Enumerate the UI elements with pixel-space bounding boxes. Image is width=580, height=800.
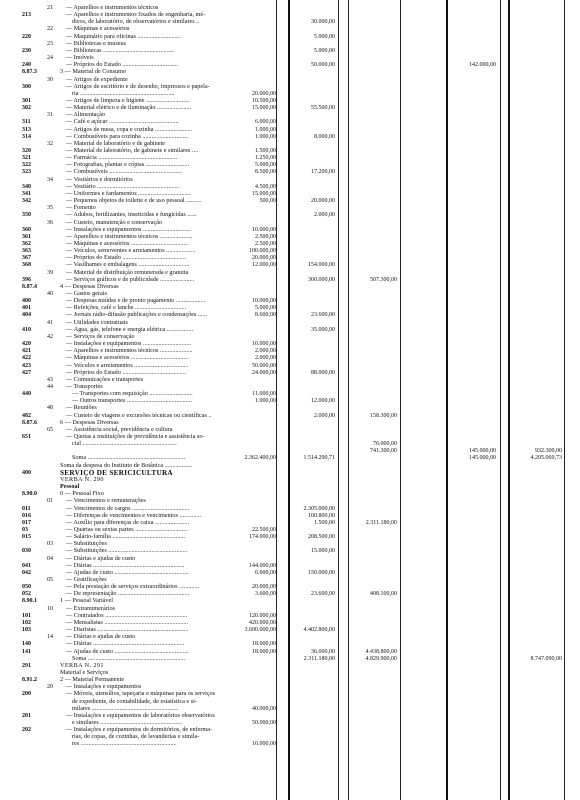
row-code: 651 [22, 434, 31, 440]
amount-col-2: 1.500,00 [314, 519, 335, 526]
row-number: 05 [47, 577, 53, 583]
row-description: — Jornais rádio-difusão publicações e condensações ...... [66, 311, 208, 319]
row-number: 24 [47, 55, 53, 62]
row-description: — Artigos de expediente [66, 75, 128, 83]
amount-col-4: 142.000,00 [469, 62, 496, 69]
row-code: 313 [22, 126, 31, 133]
amount-col-1: 15.000,00 [252, 105, 276, 112]
row-code: 401 [22, 305, 31, 312]
row-code: 015 [22, 534, 31, 541]
row-description: — Vestiário ..................................................... [66, 182, 180, 190]
amount-col-1: 3.600,00 [255, 591, 276, 598]
row-number: 21 [47, 5, 53, 11]
row-description: — Instalações e equipamentos ............................... [66, 225, 191, 233]
row-code: 341 [22, 190, 31, 197]
row-code: 041 [22, 562, 31, 569]
amount-col-2: 2.000,00 [314, 412, 335, 419]
row-code: 042 [22, 569, 31, 576]
row-description: — Diárias ........................................................... [66, 640, 185, 648]
row-description: — Assistência social, previdência e cultura [66, 425, 173, 433]
row-description: VERBA N. 290 [60, 475, 104, 483]
amount-col-2: 2.311.180,00 [303, 655, 335, 662]
row-number: 35 [47, 205, 53, 212]
row-code: 8.87.3 [22, 69, 37, 76]
amount-col-4: 145.000,00 [469, 455, 496, 462]
amount-col-1: 100.000,00 [249, 248, 276, 255]
row-code: 404 [22, 312, 31, 319]
row-description: — Imóveis [66, 54, 94, 62]
row-description: — Uniformes e fardamentos .................................. [66, 189, 191, 197]
row-description: ria ............................................................. [72, 89, 175, 97]
amount-col-1: 10.500,00 [252, 97, 276, 104]
row-description: — Serviços de conservação [66, 332, 135, 340]
row-code: 423 [22, 362, 31, 369]
row-code: 200 [22, 691, 31, 698]
row-description: — Instalações e equipamentos [66, 683, 142, 691]
amount-col-1: 22.500,00 [252, 526, 276, 533]
row-number: 36 [47, 219, 53, 226]
amount-col-1: 1.000,00 [255, 398, 276, 405]
row-description: — Adubos, fertilizantes, inseticidas e fungicidas ...... [66, 211, 197, 219]
row-description: SERVIÇO DE SERICICULTURA [60, 468, 173, 477]
row-description: rias, de copas, de cozinhas, de lavanderias e simila- [72, 733, 200, 741]
row-description: Soma ............................................................... [72, 654, 186, 662]
row-code: 030 [22, 548, 31, 555]
amount-col-1: 1.500,00 [255, 148, 276, 154]
row-description: — Água, gás, telefone e energia elétrica ................. [66, 325, 194, 333]
row-code: 300 [22, 83, 31, 90]
row-code: 362 [22, 240, 31, 247]
row-description: — Pela prestação de serviços extraordinários ............. [66, 583, 200, 591]
row-code: 213 [22, 12, 31, 19]
row-code: 321 [22, 155, 31, 162]
row-description: — Ajudas de custo ................................................ [66, 568, 189, 576]
row-description: — Próprios do Estado ......................................... [66, 254, 186, 262]
row-code: 291 [22, 662, 31, 669]
row-code: 240 [22, 62, 31, 69]
amount-col-1: 10.000,00 [252, 341, 276, 348]
row-code: 342 [22, 198, 31, 205]
row-description: — Transportes [66, 382, 103, 390]
row-description: — Material elétrico e de iluminação ...................... [66, 104, 192, 112]
row-description: — Aparelhos e instrumentos fixados de engenharia, mé- [66, 11, 206, 19]
row-number: 30 [47, 76, 53, 83]
amount-col-2: 2.305.000,00 [303, 505, 335, 512]
row-code: 302 [22, 105, 31, 112]
row-number: 39 [47, 269, 53, 276]
row-number: 03 [47, 541, 53, 548]
row-code: 440 [22, 391, 31, 398]
amount-col-1: 20.000,00 [252, 584, 276, 591]
row-description: — Diárias e ajudas de custo [66, 554, 136, 562]
amount-col-1: 1.250,00 [255, 155, 276, 162]
row-description: — Vasilhames e embalagens ................................. [66, 261, 190, 269]
amount-col-1: 18.000,00 [252, 648, 276, 655]
row-description: Soma ............................................................... [72, 454, 186, 462]
row-code: 140 [22, 641, 31, 648]
row-description: 2 — Material Permanente [60, 676, 125, 684]
row-code: 482 [22, 412, 31, 419]
row-code: 202 [22, 727, 31, 734]
row-number: 34 [47, 176, 53, 183]
row-description: — Material de laboratório e de gabinete [66, 139, 165, 147]
row-code: 8.90.1 [22, 598, 37, 605]
row-code: 301 [22, 97, 31, 104]
row-description: — Material de laboratório, de gabinete e similares .... [66, 147, 199, 154]
row-code: 8.87.6 [22, 419, 37, 426]
amount-col-3: 2.311.180,00 [365, 519, 397, 526]
amount-col-1: 2.500,00 [255, 240, 276, 247]
row-code: 421 [22, 348, 31, 355]
amount-col-3: 507.300,00 [370, 276, 397, 283]
row-description: — Máquinas e acessórios ..................................... [66, 354, 189, 362]
row-description: — Material de distribuição remunerada e gratuita [66, 268, 189, 276]
row-code: 03 [22, 526, 28, 533]
row-number: 41 [47, 319, 53, 326]
amount-col-1: 120.000,00 [249, 612, 276, 619]
amount-col-1: 10.000,00 [252, 298, 276, 305]
amount-col-1: 10.000,00 [252, 741, 276, 748]
amount-col-2: 150.000,00 [308, 569, 335, 576]
amount-col-1: 6.000,00 [255, 569, 276, 576]
row-code: 102 [22, 619, 31, 626]
amount-col-2: 55.500,00 [311, 105, 335, 112]
row-code: 340 [22, 183, 31, 190]
row-code: 103 [22, 627, 31, 634]
amount-col-1: 5.000,00 [255, 305, 276, 312]
row-description: dicos, de laboratório, de observatórios e similares .. [72, 18, 200, 26]
amount-col-1: 420.000,00 [249, 619, 276, 626]
row-description: — Custeio, manutenção e conservação [66, 218, 163, 226]
row-description: — Vencimentos de cargos ..................................... [66, 504, 190, 512]
amount-col-2: 20.000,00 [311, 198, 335, 205]
row-code: 396 [22, 276, 31, 283]
row-code: 8.87.4 [22, 283, 37, 290]
row-code: 350 [22, 212, 31, 219]
row-description: Pessoal [60, 483, 80, 491]
amount-col-1: 15.000,00 [252, 190, 276, 197]
amount-col-1: 50.000,00 [252, 720, 276, 726]
amount-col-1: 500,00 [259, 198, 276, 205]
row-code: 311 [22, 119, 31, 126]
amount-col-2: 17.200,00 [311, 169, 335, 176]
row-description: — Custeio de viagens e excursões técnicas ou científicas .. [66, 411, 212, 419]
row-description: — Serviços gráficos e de publicidade ...................... [66, 275, 195, 283]
row-code: 8.91.2 [22, 677, 37, 684]
row-description: — Fomento [66, 204, 96, 212]
amount-col-2: 100.800,00 [308, 512, 335, 519]
row-description: — Pequenos objetos de toilette e de uso pessoal .......... [66, 197, 202, 205]
row-description: — Diárias e ajudas de custo [66, 633, 136, 641]
amount-col-1: 20.000,00 [252, 90, 276, 97]
row-description: — Diaristas ........................................................... [66, 626, 189, 634]
row-number: 31 [47, 112, 53, 119]
row-description: — Gratificações [66, 576, 107, 583]
row-description: VERBA N. 291 [60, 661, 104, 669]
amount-col-3: 4.438.800,00 [365, 648, 397, 655]
row-description: — Bibliotecas e museus [66, 39, 126, 47]
row-description: — Farmácia ................................................... [66, 154, 178, 162]
row-number: 20 [47, 684, 53, 691]
amount-col-1: 4.500,00 [255, 183, 276, 190]
amount-col-1: 5.000,00 [255, 162, 276, 169]
row-code: 101 [22, 612, 31, 619]
amount-col-1: 1.000,00 [255, 126, 276, 133]
row-description: 3 — Material de Consumo [60, 68, 126, 76]
amount-col-1: 24.000,00 [252, 369, 276, 376]
row-description: — Alimentação [66, 111, 106, 119]
row-code: 367 [22, 255, 31, 262]
row-description: — Refeições, café e lanche ................................. [66, 304, 187, 312]
amount-col-5: 8.747.090,00 [530, 655, 562, 662]
row-number: 04 [47, 555, 53, 562]
row-number: 44 [47, 383, 53, 390]
row-description: — Instalações e equipamentos de dormitórios, de enferma- [66, 726, 213, 734]
row-description: res .............................................................. [72, 740, 177, 748]
row-number: 01 [47, 498, 53, 505]
row-number: 14 [47, 634, 53, 641]
row-number: 48 [47, 405, 53, 412]
row-code: 400 [22, 298, 31, 305]
amount-col-1: 174.000,00 [249, 534, 276, 541]
row-description: — Auxílio para diferenças de caixa ...................... [66, 518, 190, 526]
row-description: — Quartas ou sextas partes .................................. [66, 525, 188, 533]
row-code: 050 [22, 584, 31, 591]
row-description: — Diárias ........................................................... [66, 561, 185, 569]
row-description: — Outros transportes .......................................... [72, 397, 192, 405]
amount-col-1: 2.000,00 [255, 348, 276, 355]
row-code: 410 [22, 326, 31, 333]
row-description: — Aparelhos e instrumentos técnicos ..................... [66, 347, 193, 355]
row-description: — Reuniões [66, 404, 97, 412]
amount-col-1: 11.000,00 [252, 391, 276, 398]
row-description: — Maquinário para oficinas ............................ [66, 32, 181, 40]
row-code: 400 [22, 469, 31, 476]
row-description: — Salário-família ............................................... [66, 533, 186, 541]
amount-col-2: 23.600,00 [311, 312, 335, 319]
row-description: — Café e açúcar ............................................. [66, 118, 179, 126]
row-description: — Despesas miúdas e de pronto pagamento ................... [66, 297, 206, 305]
row-code: 201 [22, 712, 31, 719]
amount-col-2: 5.000,00 [314, 33, 335, 40]
row-description: — Aparelhos e instrumentos técnicos ..................... [66, 232, 193, 240]
row-description: — Móveis, utensílios, tapeçaria e máquinas para os serviços [66, 690, 216, 698]
amount-col-1: 144.000,00 [249, 562, 276, 569]
row-description: — Combustíveis para cozinha .............................. [66, 132, 189, 140]
row-description: de expediente, de contabilidade, de estatística e si- [72, 697, 197, 705]
row-description: — Substituições ................................................... [66, 547, 188, 555]
row-description: — Próprios do Estado ......................................... [66, 368, 186, 376]
row-description: — De representação .............................................. [66, 590, 190, 598]
amount-col-2: 2.000,00 [314, 212, 335, 219]
row-number: 23 [47, 40, 53, 47]
row-description: Material e Serviços [60, 668, 109, 676]
amount-col-3: 76.000,00 [373, 441, 397, 448]
amount-col-3: 741.300,00 [370, 448, 397, 455]
row-description: — Vencimentos e remunerações [66, 497, 146, 505]
row-description: — Artigos de mesa, copa e cozinha ........................ [66, 125, 193, 133]
row-code: 141 [22, 648, 31, 655]
amount-col-2: 4.402.800,00 [303, 627, 335, 634]
row-code: 427 [22, 369, 31, 376]
amount-col-1: 10.000,00 [252, 226, 276, 233]
row-code: 052 [22, 591, 31, 598]
amount-col-4: 145.000,00 [469, 448, 496, 455]
amount-col-2: 12.000,00 [311, 398, 335, 405]
amount-col-2: 8.000,00 [314, 133, 335, 140]
amount-col-2: 35.000,00 [311, 326, 335, 333]
row-description: milares ........................................................ [72, 704, 179, 712]
row-description: — Diferenças de vencimentos e vencimentos .............. [66, 511, 202, 519]
row-number: 22 [47, 26, 53, 33]
amount-col-5: 932.300,00 [535, 448, 562, 455]
amount-col-1: 1.000,00 [255, 133, 276, 140]
amount-col-1: 2.000,00 [255, 355, 276, 362]
row-description: — Artigos de escritório e de desenho, impressos e papela- [66, 82, 210, 90]
row-description: — Substituições [66, 540, 107, 548]
row-code: 422 [22, 355, 31, 362]
row-number: 40 [47, 291, 53, 297]
amount-col-3: 408.100,00 [370, 591, 397, 598]
row-description: — Gastos gerais [66, 290, 107, 297]
amount-col-1: 20.000,00 [252, 255, 276, 262]
amount-col-1: 8.500,00 [255, 169, 276, 176]
row-description: — Utilidades contratuais [66, 318, 128, 326]
row-description: — Veículos, semoventes e arreiamentos ................... [66, 247, 196, 255]
row-description: — Contratados ..................................................... [66, 611, 188, 619]
row-number: 42 [47, 333, 53, 340]
amount-col-1: 2.362.400,00 [244, 455, 276, 462]
amount-col-2: 154.000,00 [308, 262, 335, 269]
amount-col-2: 1.514.290,71 [303, 455, 335, 462]
row-description: — Combustíveis ............................................... [66, 168, 183, 176]
row-description: — Próprios do Estado .................................... [66, 61, 179, 69]
amount-col-1: 6.000,00 [255, 119, 276, 126]
row-description: — Transportes com requisição ............................ [72, 390, 193, 398]
row-code: 320 [22, 148, 31, 154]
row-number: 43 [47, 376, 53, 383]
row-code: 361 [22, 233, 31, 240]
row-code: 230 [22, 47, 31, 54]
row-description: — Comunicações e transportes [66, 375, 144, 383]
amount-col-5: 4.205.069,73 [530, 455, 562, 462]
row-code: 322 [22, 162, 31, 169]
amount-col-2: 88.000,00 [311, 369, 335, 376]
amount-col-2: 23.600,00 [311, 591, 335, 598]
row-description: Soma da despesa do Instituto de Botânica .................. [60, 461, 193, 469]
row-description: — Veículos e arreiamentos ................................... [66, 361, 189, 369]
row-code: 363 [22, 248, 31, 255]
row-description: — Bibliotecas .............................................. [66, 46, 175, 54]
row-description: 6 — Despesas Diversas [60, 418, 119, 426]
amount-col-1: 2.500,00 [255, 233, 276, 240]
row-description: — Extranumerários [66, 604, 115, 612]
row-description: — Instalações e equipamentos de laboratórios observatórios [66, 711, 215, 719]
row-number: 32 [47, 140, 53, 147]
row-code: 420 [22, 341, 31, 348]
row-number: 10 [47, 605, 53, 612]
amount-col-1: 40.000,00 [252, 705, 276, 712]
row-number: 65 [47, 426, 53, 433]
ledger-row [0, 740, 580, 748]
amount-col-3: 158.300,00 [370, 412, 397, 419]
row-description: — Máquinas e acessórios ..................................... [66, 239, 189, 247]
amount-col-1: 18.000,00 [252, 641, 276, 648]
amount-col-2: 36.000,00 [311, 648, 335, 655]
row-code: 323 [22, 169, 31, 176]
row-description: — Vestiários e dormitórios [66, 175, 133, 183]
row-code: 011 [22, 505, 31, 512]
row-code: 220 [22, 33, 31, 40]
amount-col-1: 8.600,00 [255, 312, 276, 319]
amount-col-2: 30.000,00 [311, 19, 335, 26]
row-description: cial ............................................................. [72, 440, 177, 448]
amount-col-2: 15.000,00 [311, 548, 335, 555]
row-description: — Instalações e equipamentos ............................... [66, 340, 191, 348]
row-description: 4 — Despesas Diversas [60, 282, 119, 290]
amount-col-2: 50.000,00 [311, 62, 335, 69]
row-code: 017 [22, 519, 31, 526]
amount-col-1: 50.000,00 [252, 362, 276, 369]
row-description: — Ajudas de custo ................................................ [66, 647, 189, 655]
row-description: 0 — Pessoal Fixo [60, 490, 104, 498]
amount-col-3: 4.829.900,00 [365, 655, 397, 662]
row-code: 016 [22, 512, 31, 519]
row-description: — Máquinas e acessórios [66, 25, 130, 33]
row-description: e similares ..................................................... [72, 719, 183, 726]
amount-col-2: 300.000,00 [308, 276, 335, 283]
row-code: 314 [22, 133, 31, 140]
amount-col-2: 5.000,00 [314, 47, 335, 54]
row-description: — Fotografias, plantas e cópias ............................ [66, 161, 190, 169]
row-description: — Quotas a instituições de previdência e assistência so- [66, 433, 205, 440]
row-description: 1 — Pessoal Variável [60, 597, 113, 605]
amount-col-1: 12.000,00 [252, 262, 276, 269]
row-description: — Aparelhos e instrumentos técnicos [66, 4, 159, 11]
amount-col-1: 3.600.000,00 [244, 627, 276, 634]
row-description: — Artigos de limpeza e higiene ............................ [66, 96, 190, 104]
row-code: 368 [22, 262, 31, 269]
row-code: 360 [22, 226, 31, 233]
amount-col-2: 208.500,00 [308, 534, 335, 541]
row-description: — Mensalistas ...................................................... [66, 618, 189, 626]
row-code: 8.90.0 [22, 491, 37, 498]
